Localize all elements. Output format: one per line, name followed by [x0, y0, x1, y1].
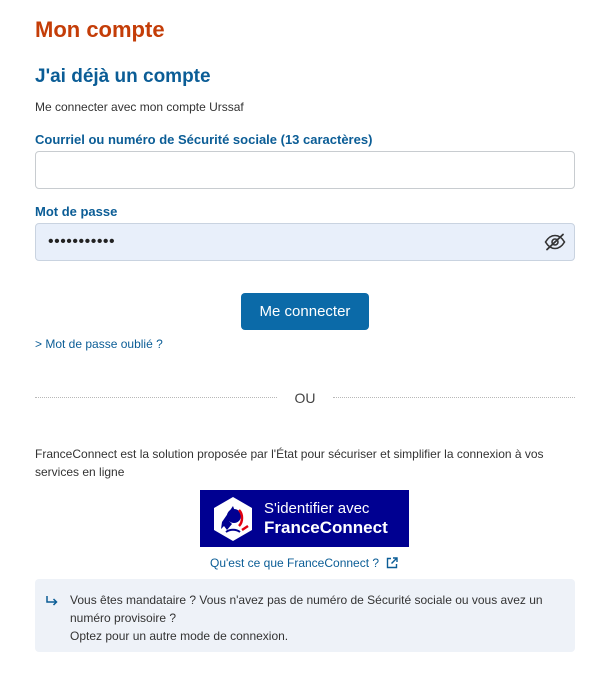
franceconnect-info-link-label: Qu'est ce que FranceConnect ? [210, 556, 380, 570]
email-field[interactable] [35, 151, 575, 189]
franceconnect-button-line2: FranceConnect [264, 518, 388, 537]
arrow-return-right-icon [45, 595, 59, 607]
divider-line-right [333, 397, 575, 398]
password-visibility-toggle[interactable] [543, 231, 567, 253]
divider-label: OU [294, 390, 316, 406]
section-title: J'ai déjà un compte [35, 66, 211, 87]
franceconnect-info-link[interactable] [210, 555, 398, 571]
franceconnect-button[interactable] [200, 490, 409, 547]
notice-line-1: Vous êtes mandataire ? Vous n'avez pas de numéro de Sécurité sociale ou vous avez un numéro provisoire ? [70, 593, 543, 625]
password-field-label: Mot de passe [35, 204, 118, 219]
notice-line-2: Optez pour un autre mode de connexion. [70, 629, 289, 643]
franceconnect-description: FranceConnect est la solution proposée par l'État pour sécuriser et simplifier la connexion à vos services en ligne [35, 447, 544, 479]
franceconnect-button-line1: S'identifier avec [264, 500, 370, 517]
email-field-label: Courriel ou numéro de Sécurité sociale (13 caractères) [35, 132, 373, 147]
franceconnect-logo-icon [212, 496, 254, 542]
alternative-login-notice [35, 579, 575, 652]
password-field[interactable] [35, 223, 575, 261]
forgot-password-link[interactable]: > Mot de passe oublié ? [35, 337, 163, 351]
page-title: Mon compte [35, 17, 165, 42]
divider-line-left [35, 397, 277, 398]
login-subtitle: Me connecter avec mon compte Urssaf [35, 100, 244, 114]
external-link-icon [386, 557, 398, 569]
login-button[interactable]: Me connecter [241, 293, 369, 330]
eye-slash-icon [544, 233, 566, 251]
notice-text [70, 591, 565, 645]
